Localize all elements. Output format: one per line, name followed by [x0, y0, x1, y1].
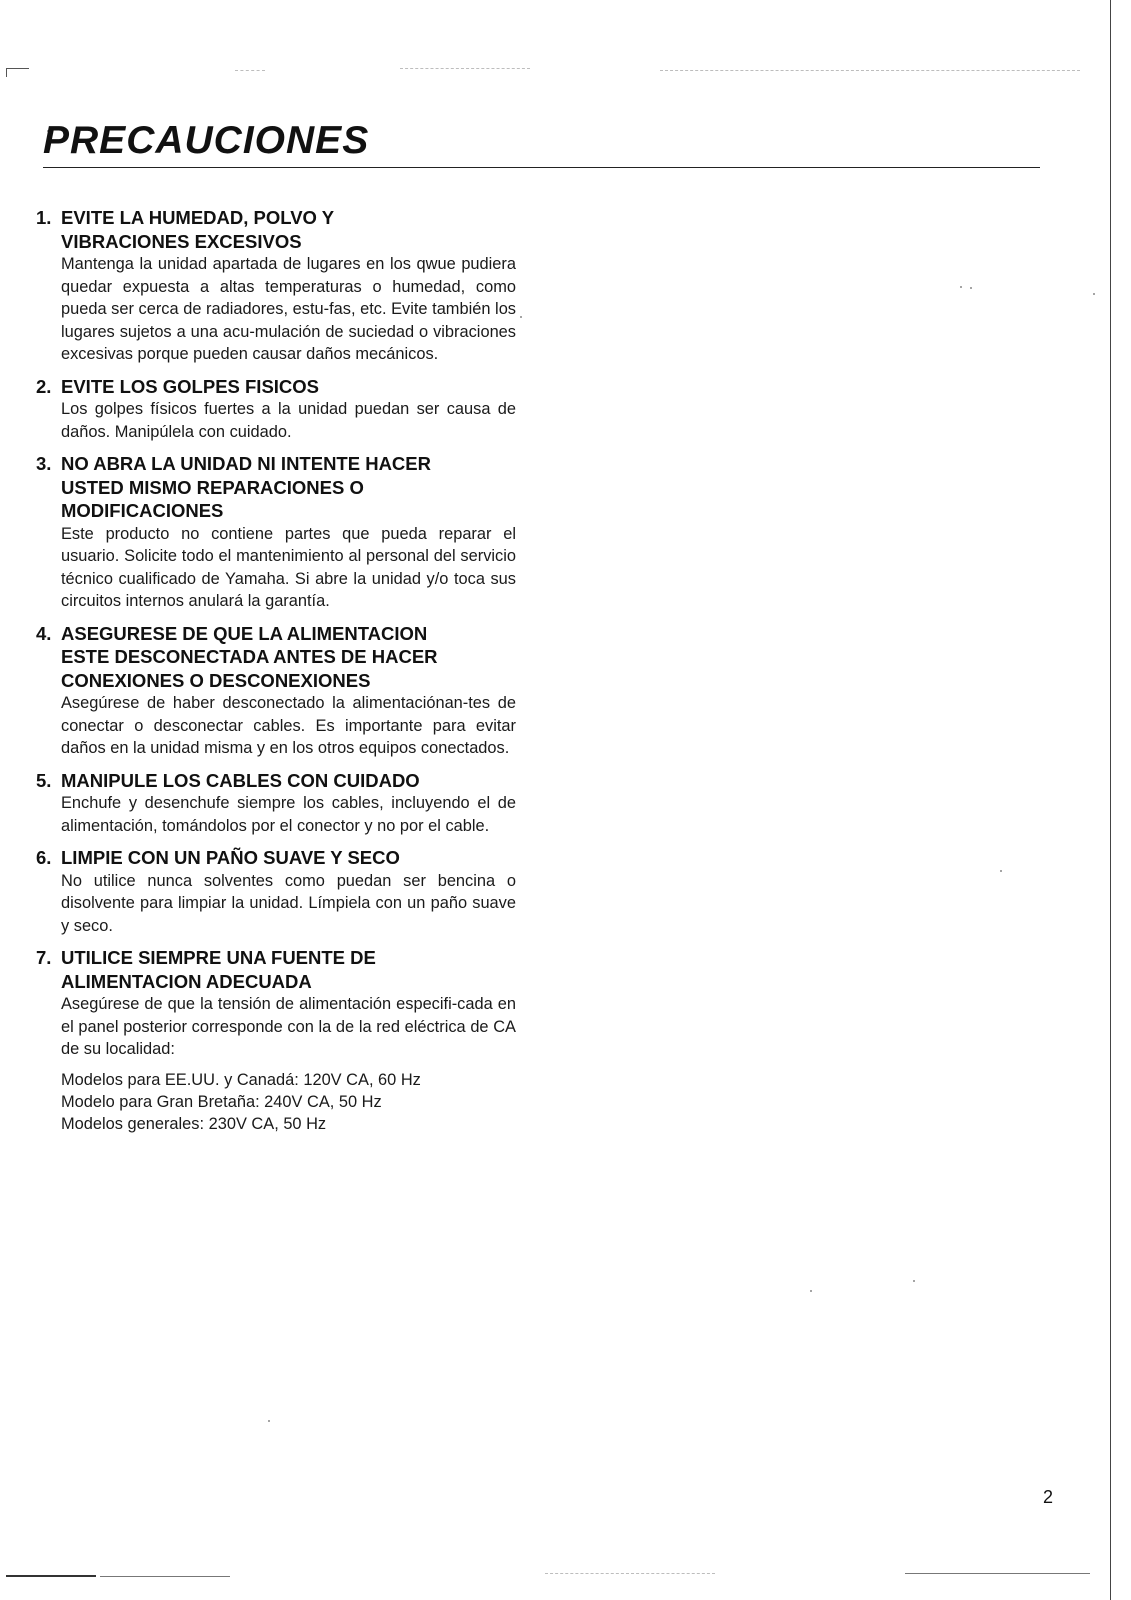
precaution-body: Asegúrese de haber desconectado la alimentaciónan-tes de conectar o desconectar cables. Es importante para evitar daños en la unidad misma y en los otros equipos conectados. — [61, 694, 516, 757]
precaution-body: Mantenga la unidad apartada de lugares en los qwue pudiera quedar expuesta a altas temperaturas o humedad, como pueda ser cerca de radiadores, estu-fas, etc. Evite también los lugares sujetos a una acu-mulación de suciedad o vibraciones excesivas porque pueden causar daños mecánicos. — [61, 255, 516, 363]
precaution-body: Los golpes físicos fuertes a la unidad puedan ser causa de daños. Manipúlela con cuidado. — [61, 400, 516, 441]
scan-dash-bottom — [545, 1573, 715, 1574]
precaution-heading — [36, 946, 516, 993]
voltage-spec-line: Modelos generales: 230V CA, 50 Hz — [61, 1114, 327, 1133]
title-rule — [43, 167, 1040, 168]
precaution-item — [36, 452, 516, 613]
precautions-list — [36, 206, 516, 1144]
scan-speck — [268, 1420, 270, 1422]
precaution-number: 6. — [36, 847, 52, 868]
page-bottom-edge — [905, 1573, 1090, 1574]
precaution-item — [36, 206, 516, 366]
scan-speck — [520, 316, 522, 318]
precaution-title: MANIPULE LOS CABLES CON CUIDADO — [61, 769, 420, 791]
scan-speck — [913, 1280, 915, 1282]
precaution-body: Asegúrese de que la tensión de alimentación especifi-cada en el panel posterior corresponde con la de la red eléctrica de CA de su localidad: — [61, 995, 516, 1058]
precaution-heading — [36, 622, 516, 693]
scan-speck — [960, 286, 962, 288]
precaution-number: 7. — [36, 947, 52, 968]
precaution-heading — [36, 375, 516, 399]
scan-dash-top-2 — [400, 68, 530, 69]
voltage-specs — [61, 1069, 516, 1135]
precaution-item — [36, 769, 516, 838]
precaution-title: LIMPIE CON UN PAÑO SUAVE Y SECO — [61, 847, 400, 868]
precaution-item — [36, 622, 516, 760]
page-corner-mark — [6, 68, 29, 77]
page-right-edge — [1110, 0, 1111, 1600]
precaution-body: Este producto no contiene partes que pueda reparar el usuario. Solicite todo el mantenimiento al personal del servicio técnico cualificado de Yamaha. Si abre la unidad y/o toca sus circuitos internos anulará la garantía. — [61, 524, 516, 610]
scan-speck — [1093, 293, 1095, 295]
precaution-heading — [36, 769, 516, 793]
page-title: PRECAUCIONES — [43, 119, 370, 162]
precaution-heading — [36, 206, 516, 253]
precaution-number: 2. — [36, 375, 52, 397]
scan-dash-top-1 — [235, 70, 265, 71]
precaution-item — [36, 946, 516, 1135]
precaution-body: Enchufe y desenchufe siempre los cables, incluyendo el de alimentación, tomándolos por el conector y no por el cable. — [61, 794, 516, 835]
precaution-title: ASEGURESE DE QUE LA ALIMENTACION ESTE DESCONECTADA ANTES DE HACER CONEXIONES O DESCONEXIONES — [61, 622, 438, 691]
precaution-title: UTILICE SIEMPRE UNA FUENTE DE ALIMENTACION ADECUADA — [61, 947, 376, 992]
precaution-body: No utilice nunca solventes como puedan ser bencina o disolvente para limpiar la unidad. Límpiela con un paño suave y seco. — [61, 871, 516, 935]
precaution-item — [36, 846, 516, 937]
precaution-number: 4. — [36, 622, 52, 644]
precaution-title: NO ABRA LA UNIDAD NI INTENTE HACER USTED MISMO REPARACIONES O MODIFICACIONES — [61, 453, 431, 521]
precaution-number: 5. — [36, 769, 52, 791]
scan-speck — [970, 287, 972, 289]
voltage-spec-line: Modelo para Gran Bretaña: 240V CA, 50 Hz — [61, 1092, 382, 1111]
precaution-heading — [36, 846, 516, 870]
page-bottom-edge — [100, 1576, 230, 1577]
scan-speck — [1000, 870, 1002, 872]
precaution-item — [36, 375, 516, 444]
scan-dash-top-3 — [660, 70, 1080, 71]
precaution-title: EVITE LA HUMEDAD, POLVO Y VIBRACIONES EXCESIVOS — [61, 207, 335, 252]
precaution-heading — [36, 452, 516, 523]
precaution-number: 3. — [36, 453, 52, 474]
scan-speck — [810, 1290, 812, 1292]
precaution-number: 1. — [36, 207, 52, 228]
page-number: 2 — [1043, 1487, 1054, 1507]
voltage-spec-line: Modelos para EE.UU. y Canadá: 120V CA, 60 Hz — [61, 1070, 421, 1089]
page-bottom-edge — [6, 1575, 96, 1577]
precaution-title: EVITE LOS GOLPES FISICOS — [61, 375, 320, 397]
